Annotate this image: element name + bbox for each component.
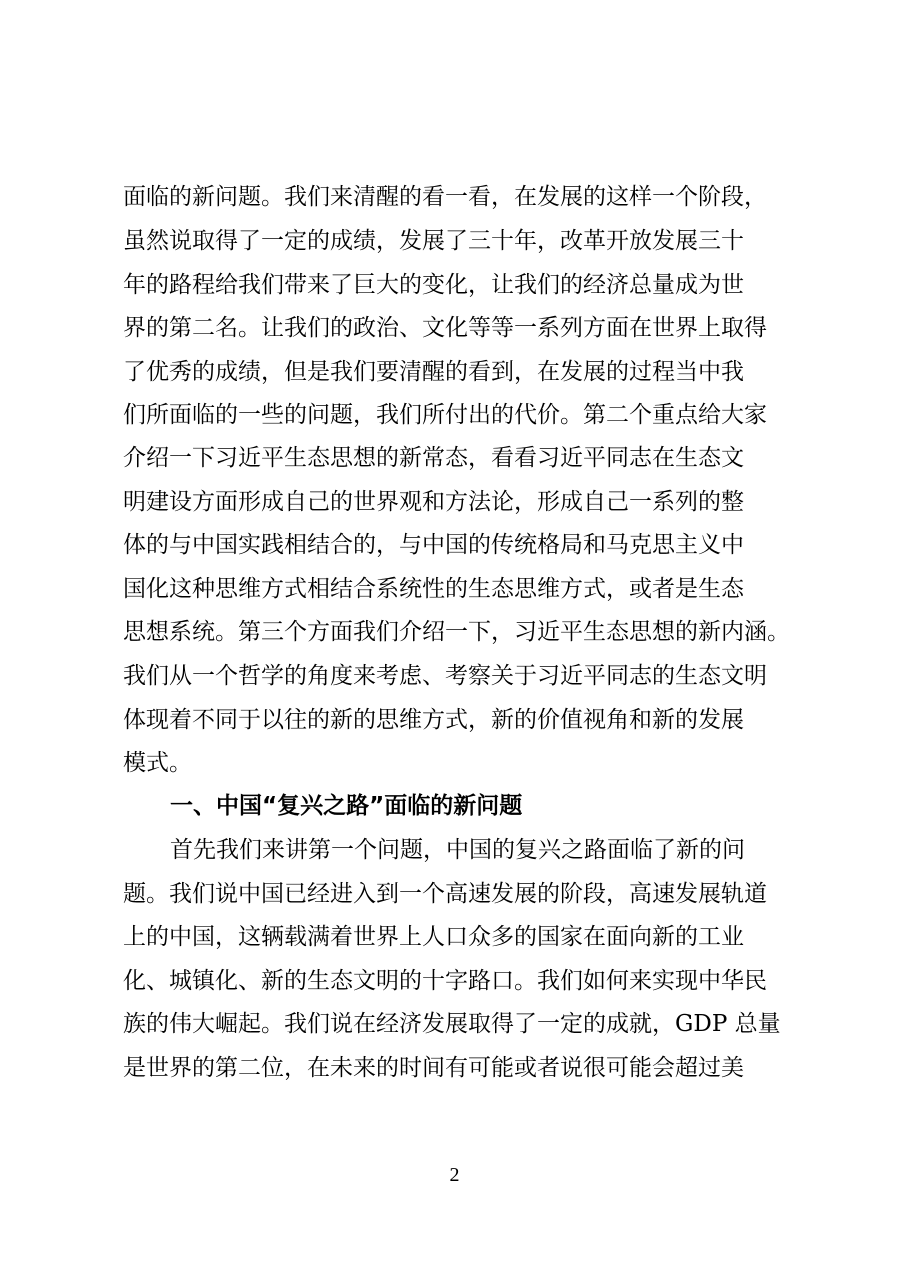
paragraph-line: 介绍一下习近平生态思想的新常态，看看习近平同志在生态文	[123, 445, 744, 471]
paragraph-line: 模式。	[123, 750, 192, 776]
page-number: 2	[449, 1164, 460, 1186]
paragraph-line: 了优秀的成绩，但是我们要清醒的看到，在发展的过程当中我	[123, 359, 744, 385]
paragraph-line: 化、城镇化、新的生态文明的十字路口。我们如何来实现中华民	[123, 968, 767, 994]
paragraph-line: 年的路程给我们带来了巨大的变化，让我们的经济总量成为世	[123, 272, 744, 298]
paragraph-line: 是世界的第二位，在未来的时间有可能或者说很可能会超过美	[123, 1055, 744, 1081]
paragraph-line: 题。我们说中国已经进入到一个高速发展的阶段，高速发展轨道	[123, 881, 767, 907]
paragraph-line: 体现着不同于以往的新的思维方式，新的价值视角和新的发展	[123, 707, 744, 733]
paragraph-line: 面临的新问题。我们来清醒的看一看，在发展的这样一个阶段，	[123, 184, 767, 210]
paragraph-line: 首先我们来讲第一个问题，中国的复兴之路面临了新的问	[170, 837, 745, 863]
paragraph-line: 们所面临的一些的问题，我们所付出的代价。第二个重点给大家	[123, 402, 767, 428]
paragraph-line: 界的第二名。让我们的政治、文化等等一系列方面在世界上取得	[123, 315, 767, 341]
paragraph-line: 思想系统。第三个方面我们介绍一下，习近平生态思想的新内涵。	[123, 619, 790, 645]
section-heading: 一、中国“复兴之路”面临的新问题	[170, 793, 523, 819]
paragraph-line: 族的伟大崛起。我们说在经济发展取得了一定的成就，GDP 总量	[123, 1011, 781, 1037]
paragraph-line: 国化这种思维方式相结合系统性的生态思维方式，或者是生态	[123, 576, 744, 602]
paragraph-line: 明建设方面形成自己的世界观和方法论，形成自己一系列的整	[123, 489, 744, 515]
paragraph-line: 体的与中国实践相结合的，与中国的传统格局和马克思主义中	[123, 532, 744, 558]
paragraph-line: 虽然说取得了一定的成绩，发展了三十年，改革开放发展三十	[123, 228, 744, 254]
paragraph-line: 上的中国，这辆载满着世界上人口众多的国家在面向新的工业	[123, 924, 744, 950]
paragraph-line: 我们从一个哲学的角度来考虑、考察关于习近平同志的生态文明	[123, 663, 767, 689]
